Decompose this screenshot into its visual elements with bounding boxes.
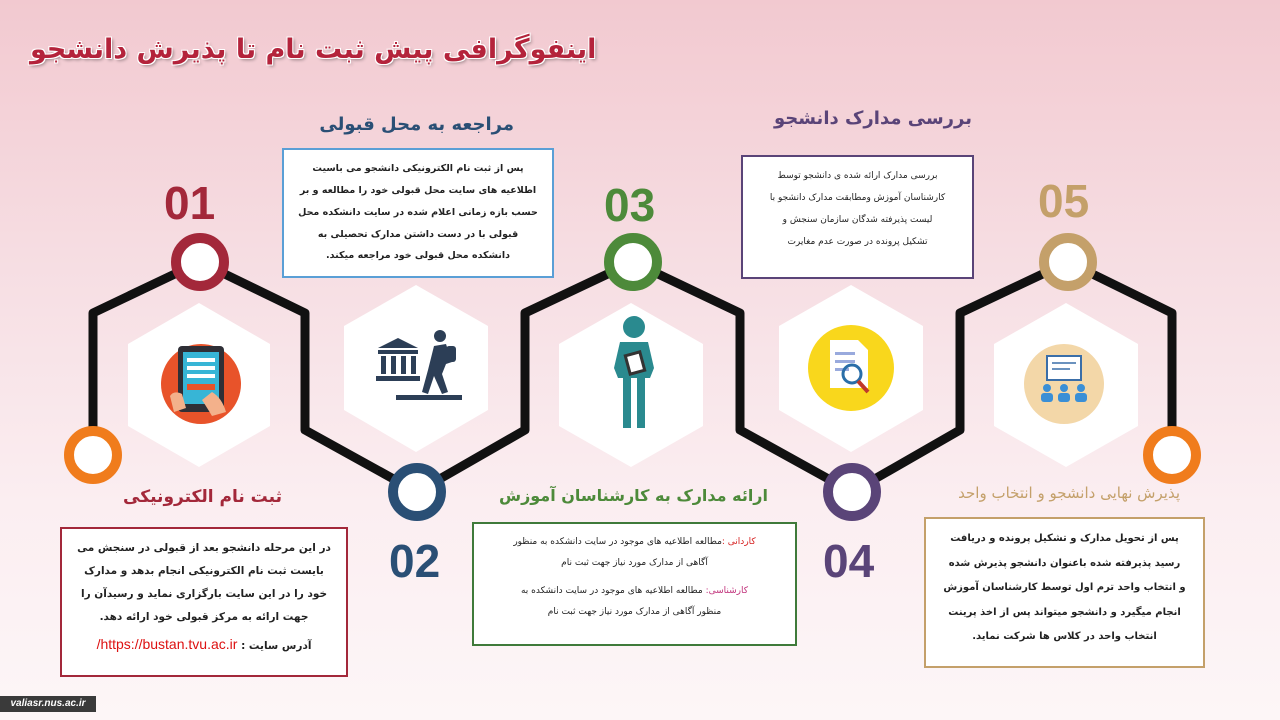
step-4-line: بررسی مدارک ارائه شده ی دانشجو توسط (777, 171, 938, 181)
step-4-heading: بررسی مدارک دانشجو (773, 108, 972, 129)
karshenasi-text: مطالعه اطلاعیه های موجود در سایت دانشکده به (520, 586, 706, 597)
step-number-05: 05 (1038, 175, 1090, 227)
step-1-line: بایست ثبت نام الکترونیکی انجام بدهد و مدارک (84, 565, 324, 578)
step-3-description (472, 522, 797, 646)
step-number-04: 04 (823, 535, 875, 587)
step-number-03: 03 (604, 179, 656, 231)
step-number-02: 02 (389, 535, 441, 587)
step-2-line: قبولی با در دست داشتن مدارک تحصیلی به (317, 228, 519, 240)
page-title: اینفوگرافی پیش ثبت نام تا پذیرش دانشجو (30, 34, 597, 65)
karshenasi-line-2: منظور آگاهی از مدارک مورد نیاز جهت ثبت نام (547, 607, 722, 618)
footer-site-label[interactable]: valiasr.nus.ac.ir (0, 696, 96, 712)
kardani-label: کاردانی : (721, 537, 756, 547)
step-2-line: دانشکده محل قبولی خود مراجعه میکند. (326, 250, 510, 262)
karshenasi-line (482, 581, 787, 602)
site-address-label: آدرس سایت : (241, 640, 312, 653)
step-3-heading: ارائه مدارک به کارشناسان آموزش (498, 486, 768, 505)
step-5-description (924, 517, 1205, 668)
karshenasi-label: کارشناسی: (705, 586, 749, 597)
node-step-1 (176, 238, 224, 286)
step-1-description (60, 527, 348, 677)
kardani-text: مطالعه اطلاعیه های موجود در سایت دانشکده به منظور (513, 537, 722, 547)
step-4-description (741, 155, 974, 279)
node-step-3 (609, 238, 657, 286)
node-step-4 (828, 468, 876, 516)
step-5-line: و انتخاب واحد ترم اول توسط کارشناسان آموزش (943, 582, 1186, 593)
classroom-icon (1024, 344, 1104, 424)
node-step-2 (393, 468, 441, 516)
step-1-line: جهت ارائه به مرکز قبولی خود ارائه دهد. (99, 611, 309, 624)
step-4-line: لیست پذیرفته شدگان سازمان سنجش و (782, 215, 933, 226)
step-2-heading: مراجعه به محل قبولی (319, 114, 514, 135)
node-start (69, 431, 117, 479)
step-5-line: پس از تحویل مدارک و تشکیل پرونده و دریافت (950, 533, 1179, 544)
node-end (1148, 431, 1196, 479)
step-5-line: انتخاب واحد در کلاس ها شرکت نماید. (972, 631, 1157, 642)
step-1-heading: ثبت نام الکترونیکی (123, 487, 282, 507)
kardani-line-2: آگاهی از مدارک مورد نیاز جهت ثبت نام (561, 557, 708, 568)
step-2-line: حسب بازه زمانی اعلام شده در سایت دانشکده محل (298, 206, 538, 218)
site-url-link[interactable]: https://bustan.tvu.ac.ir/ (96, 636, 238, 653)
step-1-line: در این مرحله دانشجو بعد از قبولی در سنجش می (77, 542, 331, 554)
node-step-5 (1044, 238, 1092, 286)
step-1-line: خود را در این سایت بارگزاری نماید و رسیدآن را (80, 588, 328, 601)
step-2-line: اطلاعیه های سایت محل قبولی خود را مطالعه و بر (299, 184, 537, 196)
step-5-line: رسید پذیرفته شده باعنوان دانشجو پذیرش شده (948, 557, 1181, 569)
tablet-register-icon (161, 344, 241, 424)
kardani-line (482, 532, 787, 553)
step-4-line: کارشناسان آموزش ومطابقت مدارک دانشجو با (769, 193, 946, 204)
step-4-line: تشکیل پرونده در صورت عدم مغایرت (787, 237, 928, 248)
document-search-icon (808, 325, 894, 411)
step-2-line: پس از ثبت نام الکترونیکی دانشجو می باسیت (312, 163, 524, 174)
step-5-line: انجام میگیرد و دانشجو میتواند پس از اخذ پرینت (948, 606, 1181, 618)
site-address (72, 629, 336, 660)
step-number-01: 01 (164, 177, 216, 229)
step-2-description (282, 148, 554, 278)
step-5-heading: پذیرش نهایی دانشجو و انتخاب واحد (958, 484, 1180, 502)
